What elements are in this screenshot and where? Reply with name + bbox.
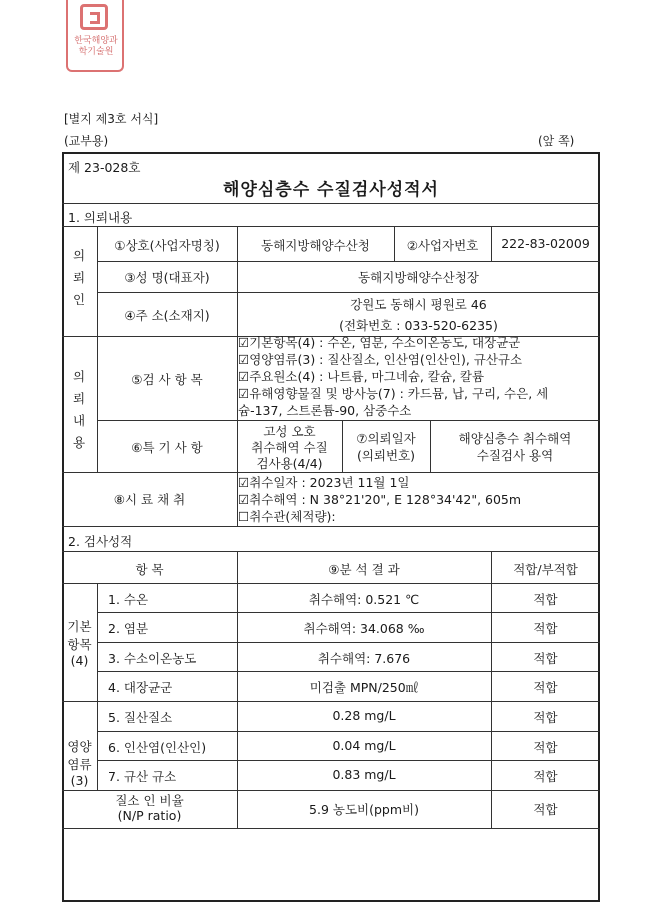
sample-line-1: ☑취수일자 : 2023년 11월 1일 [238,475,410,490]
np-judge: 적합 [533,802,558,817]
items-line-2: ☑영양염류(3) : 질산질소, 인산염(인산인), 규산규소 [238,352,523,367]
company-label: ①상호(사업자명칭) [114,238,220,253]
special-label: ⑥특 기 사 항 [131,440,203,455]
row-item: 7. 규산 규소 [108,769,177,784]
items-line-1: ☑기본항목(4) : 수온, 염분, 수소이온농도, 대장균군 [238,335,521,350]
group-basic-3: (4) [70,653,89,668]
row-result: 0.28 mg/L [332,708,396,723]
content-label: 의뢰내용 [72,369,86,450]
date-value-1: 해양심층수 취수해역 [458,431,572,446]
date-value-2: 수질검사 용역 [476,448,554,463]
sample-line-2: ☑취수해역 : N 38°21'20", E 128°34'42", 605m [238,492,522,507]
doc-title: 해양심층수 수질검사성적서 [223,180,439,200]
np-label-1: 질소 인 비율 [115,793,184,808]
row-result: 취수해역: 7.676 [317,651,411,666]
stamp-icon [80,4,108,30]
form-label: [별지 제3호 서식] [64,112,159,126]
rep-label: ③성 명(대표자) [124,270,210,285]
section1-heading: 1. 의뢰내용 [68,210,133,225]
row-judge: 적합 [533,710,558,725]
group-basic-2: 항목 [67,637,92,652]
items-label: ⑤검 사 항 목 [131,372,203,387]
row-item: 2. 염분 [108,621,149,636]
np-label-2: (N/P ratio) [117,808,182,823]
col-judge-header: 적합/부적합 [513,562,578,577]
row-item: 4. 대장균군 [108,680,173,695]
seal-text: 한국해양과학기술원 [74,36,118,57]
special-value-1: 고성 오호 [263,424,316,439]
addr-value: 강원도 동해시 평원로 46 [350,297,487,312]
row-judge: 적합 [533,680,558,695]
row-judge: 적합 [533,592,558,607]
sample-label: ⑧시 료 채 취 [113,492,186,507]
group-nutrient-2: 염류 [67,757,92,772]
rep-value: 동해지방해양수산청장 [358,270,479,285]
np-result: 5.9 농도비(ppm비) [309,802,419,817]
items-line-5: 슘-137, 스트론튬-90, 삼중수소 [238,403,412,418]
copy-label: (교부용) [64,134,109,148]
phone-value: (전화번호 : 033-520-6235) [339,318,498,333]
items-line-3: ☑주요원소(4) : 나트륨, 마그네슘, 칼슘, 칼륨 [238,369,485,384]
row-result: 취수해역: 0.521 ℃ [308,592,420,607]
row-judge: 적합 [533,740,558,755]
row-judge: 적합 [533,651,558,666]
row-item: 6. 인산염(인산인) [108,740,207,755]
official-seal [66,0,124,72]
section2-heading: 2. 검사성적 [68,534,133,549]
row-item: 1. 수온 [108,592,149,607]
date-label-1: ⑦의뢰일자 [356,431,416,446]
row-judge: 적합 [533,769,558,784]
row-result: 0.83 mg/L [332,767,396,782]
sample-line-3: ☐취수관(체적량): [238,509,336,524]
row-judge: 적합 [533,621,558,636]
row-result: 0.04 mg/L [332,738,396,753]
group-nutrient-1: 영양 [67,739,92,754]
bizno-value: 222-83-02009 [501,236,590,251]
col-item-header: 항 목 [135,562,164,577]
doc-number: 제 23-028호 [68,160,141,175]
items-line-4: ☑유해영향물질 및 방사능(7) : 카드뮴, 납, 구리, 수은, 세 [238,386,549,401]
company-value: 동해지방해양수산청 [261,238,370,253]
addr-label: ④주 소(소재지) [124,308,210,323]
group-nutrient-3: (3) [70,773,89,788]
date-label-2: (의뢰번호) [356,448,416,463]
special-value-2: 취수해역 수질 [251,440,328,455]
row-item: 5. 질산질소 [108,710,173,725]
side-label: (앞 쪽) [538,134,575,148]
row-result: 미검출 MPN/250㎖ [309,680,419,695]
special-value-3: 검사용(4/4) [256,456,323,471]
bizno-label: ②사업자번호 [406,238,479,253]
row-result: 취수해역: 34.068 ‰ [303,621,425,636]
requester-label: 의뢰인 [72,248,86,307]
col-result-header: ⑨분 석 결 과 [328,562,400,577]
group-basic-1: 기본 [67,619,92,634]
row-item: 3. 수소이온농도 [108,651,197,666]
